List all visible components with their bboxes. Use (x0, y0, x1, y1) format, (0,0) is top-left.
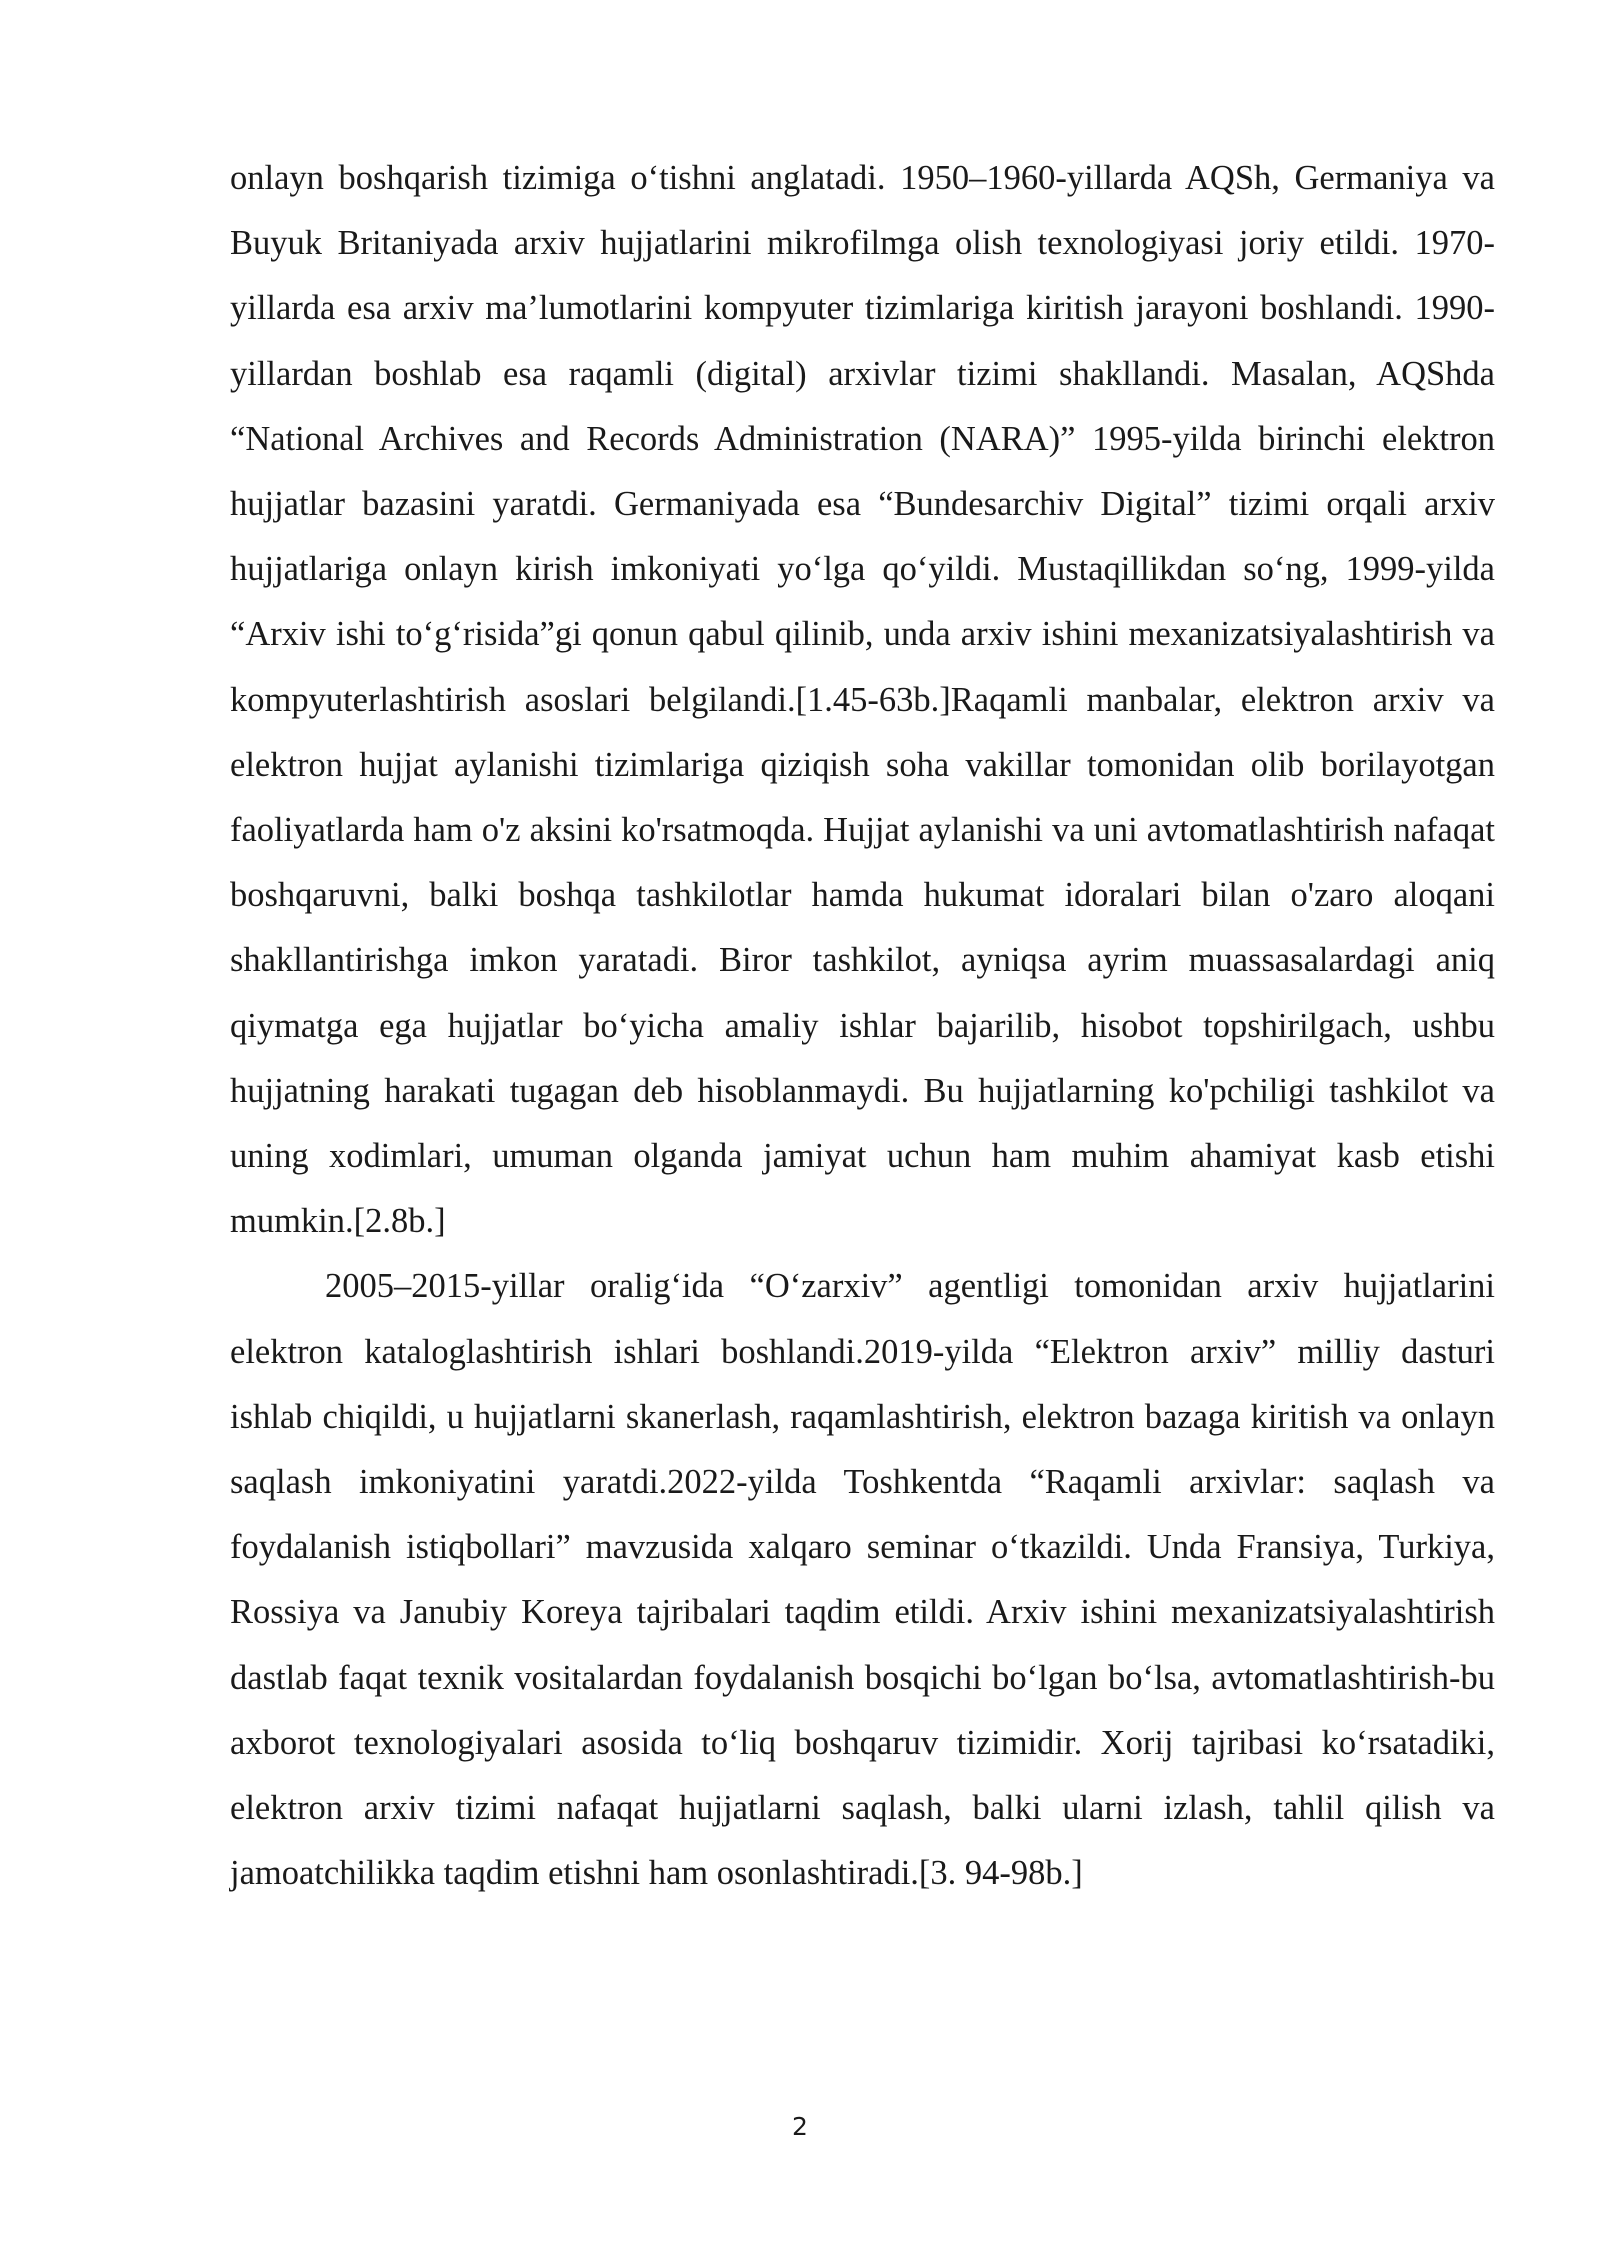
paragraph-indented: 2005–2015-yillar oralig‘ida “O‘zarxiv” agentligi tomonidan arxiv hujjatlarini elektron kataloglashtirish ishlari boshlandi.2019-yilda “Elektron arxiv” milliy dasturi ishlab chiqildi, u hujjatlarni skanerlash, raqamlashtirish, elektron bazaga kiritish va onlayn saqlash imkoniyatini yaratdi.2022-yilda Toshkentda “Raqamli arxivlar: saqlash va foydalanish istiqbollari” mavzusida xalqaro seminar o‘tkazildi. Unda Fransiya, Turkiya, Rossiya va Janubiy Koreya tajribalari taqdim etildi. Arxiv ishini mexanizatsiyalashtirish dastlab faqat texnik vositalardan foydalanish bosqichi bo‘lgan bo‘lsa, avtomatlashtirish-bu axborot texnologiyalari asosida to‘liq boshqaruv tizimidir. Xorij tajribasi ko‘rsatadiki, elektron arxiv tizimi nafaqat hujjatlarni saqlash, balki ularni izlash, tahlil qilish va jamoatchilikka taqdim etishni ham osonlashtiradi.[3. 94-98b.] (230, 1267, 1495, 1893)
page-number: 2 (792, 2112, 808, 2141)
paragraph-continuation: onlayn boshqarish tizimiga o‘tishni anglatadi. 1950–1960-yillarda AQSh, Germaniya va Buyuk Britaniyada arxiv hujjatlarini mikrofilmga olish texnologiyasi joriy etildi. 1970-yillarda esa arxiv ma’lumotlarini kompyuter tizimlariga kiritish jarayoni boshlandi. 1990-yillardan boshlab esa raqamli (digital) arxivlar tizimi shakllandi. Masalan, AQShda “National Archives and Records Administration (NARA)” 1995-yilda birinchi elektron hujjatlar bazasini yaratdi. Germaniyada esa “Bundesarchiv Digital” tizimi orqali arxiv hujjatlariga onlayn kirish imkoniyati yo‘lga qo‘yildi. Mustaqillikdan so‘ng, 1999-yilda “Arxiv ishi to‘g‘risida”gi qonun qabul qilinib, unda arxiv ishini mexanizatsiyalashtirish va kompyuterlashtirish asoslari belgilandi.[1.45-63b.]Raqamli manbalar, elektron arxiv va elektron hujjat aylanishi tizimlariga qiziqish soha vakillar tomonidan olib borilayotgan faoliyatlarda ham o'z aksini ko'rsatmoqda. Hujjat aylanishi va uni avtomatlashtirish nafaqat boshqaruvni, balki boshqa tashkilotlar hamda hukumat idoralari bilan o'zaro aloqani shakllantirishga imkon yaratadi. Biror tashkilot, ayniqsa ayrim muassasalardagi aniq qiymatga ega hujjatlar bo‘yicha amaliy ishlar bajarilib, hisobot topshirilgach, ushbu hujjatning harakati tugagan deb hisoblanmaydi. Bu hujjatlarning ko'pchiligi tashkilot va uning xodimlari, umuman olganda jamiyat uchun ham muhim ahamiyat kasb etishi mumkin.[2.8b.] (230, 159, 1495, 1241)
body-text (230, 146, 1495, 1906)
